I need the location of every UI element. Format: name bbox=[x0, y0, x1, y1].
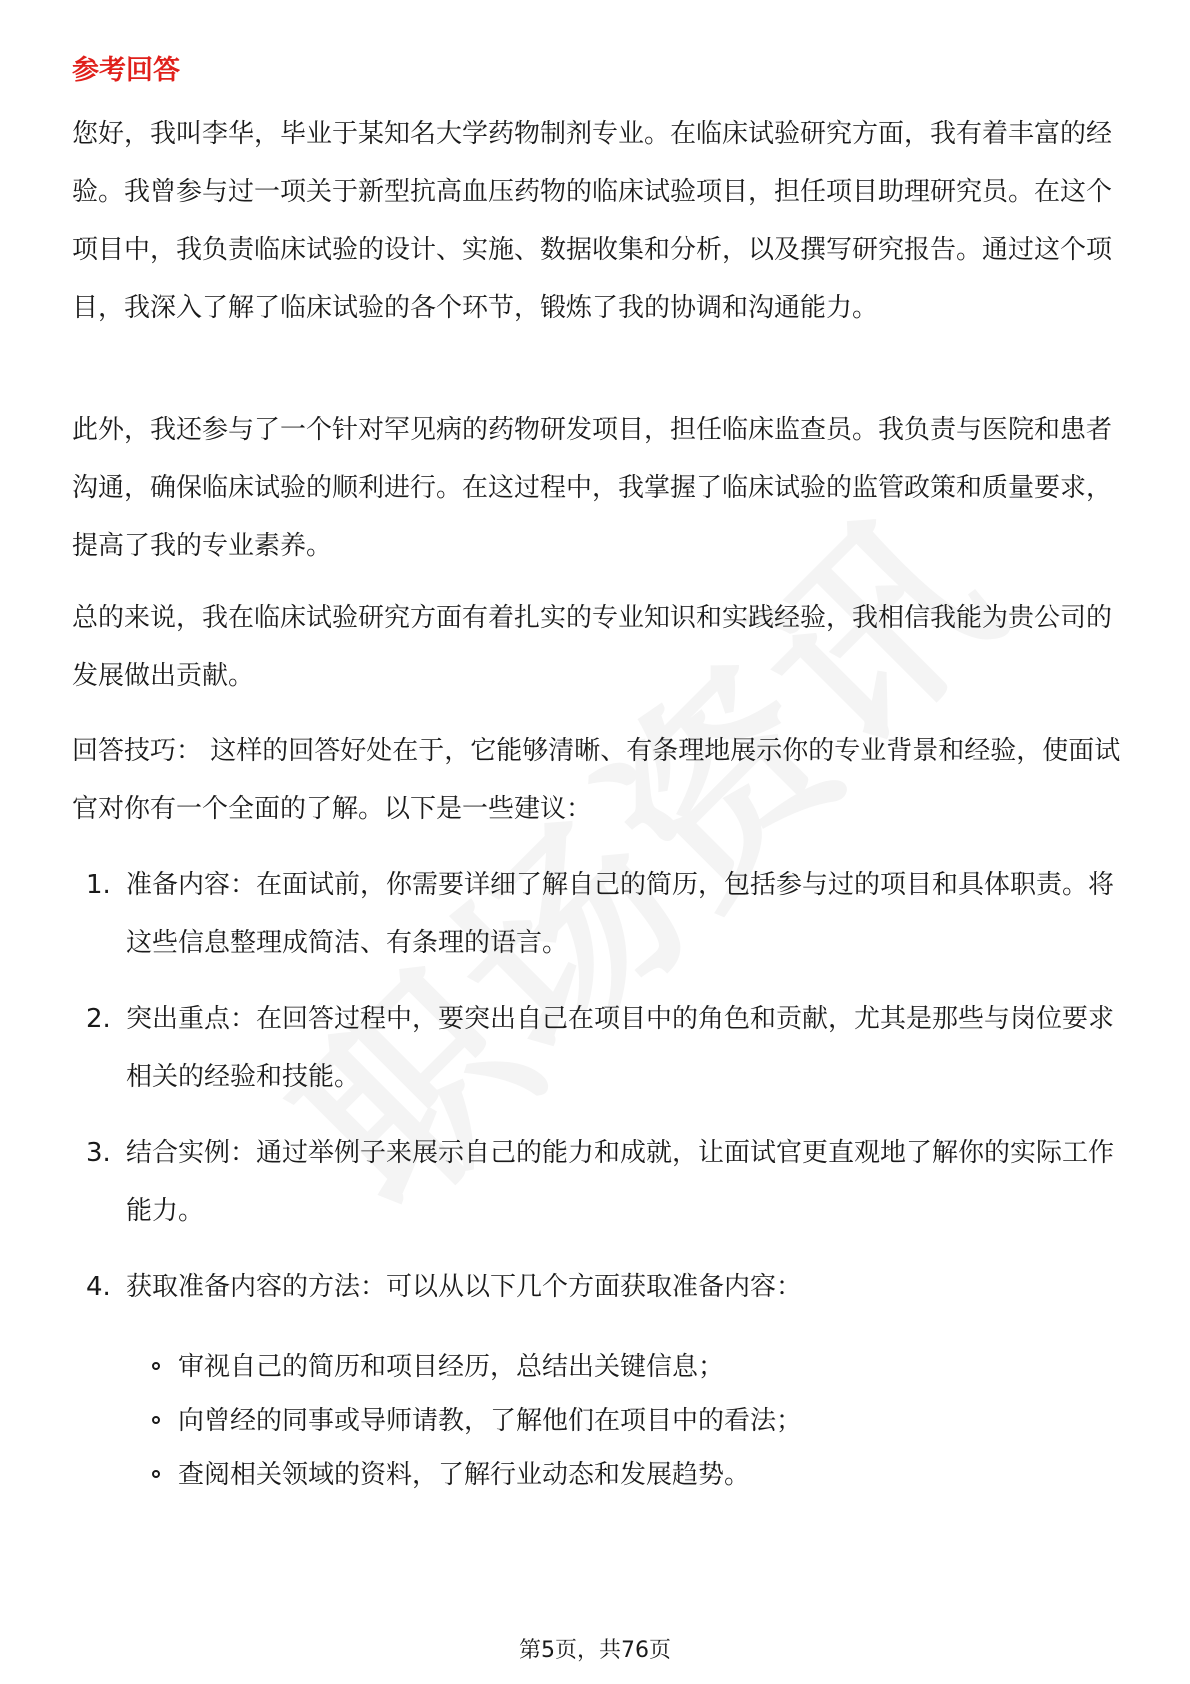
sub-list-text: 查阅相关领域的资料，了解行业动态和发展趋势。 bbox=[178, 1460, 751, 1490]
list-item bbox=[86, 856, 1122, 972]
list-number: 2. bbox=[86, 1004, 111, 1034]
list-item bbox=[86, 990, 1122, 1106]
paragraph-tips-intro: 回答技巧： 这样的回答好处在于，它能够清晰、有条理地展示你的专业背景和经验，使面试官对你有一个全面的了解。以下是一些建议： bbox=[72, 736, 1121, 824]
sub-list-item bbox=[152, 1446, 1112, 1504]
list-text: 获取准备内容的方法：可以从以下几个方面获取准备内容： bbox=[126, 1272, 803, 1302]
list-number: 3. bbox=[86, 1138, 111, 1168]
list-number: 1. bbox=[86, 870, 111, 900]
list-text: 突出重点：在回答过程中，要突出自己在项目中的角色和贡献，尤其是那些与岗位要求相关的经验和技能。 bbox=[126, 1004, 1115, 1092]
list-item bbox=[86, 1124, 1122, 1240]
list-number: 4. bbox=[86, 1272, 111, 1302]
list-item bbox=[86, 1258, 1122, 1316]
page-number-footer: 第5页，共76页 bbox=[519, 1638, 671, 1663]
paragraph-summary: 总的来说，我在临床试验研究方面有着扎实的专业知识和实践经验，我相信我能为贵公司的发展做出贡献。 bbox=[72, 603, 1113, 691]
hollow-bullet-icon bbox=[152, 1470, 160, 1478]
sub-list-text: 审视自己的简历和项目经历，总结出关键信息； bbox=[178, 1352, 725, 1382]
paragraph-intro: 您好，我叫李华，毕业于某知名大学药物制剂专业。在临床试验研究方面，我有着丰富的经验。我曾参与过一项关于新型抗高血压药物的临床试验项目，担任项目助理研究员。在这个项目中，我负责临床试验的设计、实施、数据收集和分析，以及撰写研究报告。通过这个项目，我深入了解了临床试验的各个环节，锻炼了我的协调和沟通能力。 bbox=[72, 119, 1113, 323]
list-text: 结合实例：通过举例子来展示自己的能力和成就，让面试官更直观地了解你的实际工作能力。 bbox=[126, 1138, 1115, 1226]
sub-list-text: 向曾经的同事或导师请教，了解他们在项目中的看法； bbox=[178, 1406, 803, 1436]
list-text: 准备内容：在面试前，你需要详细了解自己的简历，包括参与过的项目和具体职责。将这些信息整理成简洁、有条理的语言。 bbox=[126, 870, 1115, 958]
sub-list-item bbox=[152, 1338, 1112, 1396]
hollow-bullet-icon bbox=[152, 1362, 160, 1370]
section-heading: 参考回答 bbox=[72, 55, 180, 86]
paragraph-experience: 此外，我还参与了一个针对罕见病的药物研发项目，担任临床监查员。我负责与医院和患者沟通，确保临床试验的顺利进行。在这过程中，我掌握了临床试验的监管政策和质量要求，提高了我的专业素养。 bbox=[72, 415, 1113, 561]
hollow-bullet-icon bbox=[152, 1416, 160, 1424]
sub-list-item bbox=[152, 1392, 1112, 1450]
